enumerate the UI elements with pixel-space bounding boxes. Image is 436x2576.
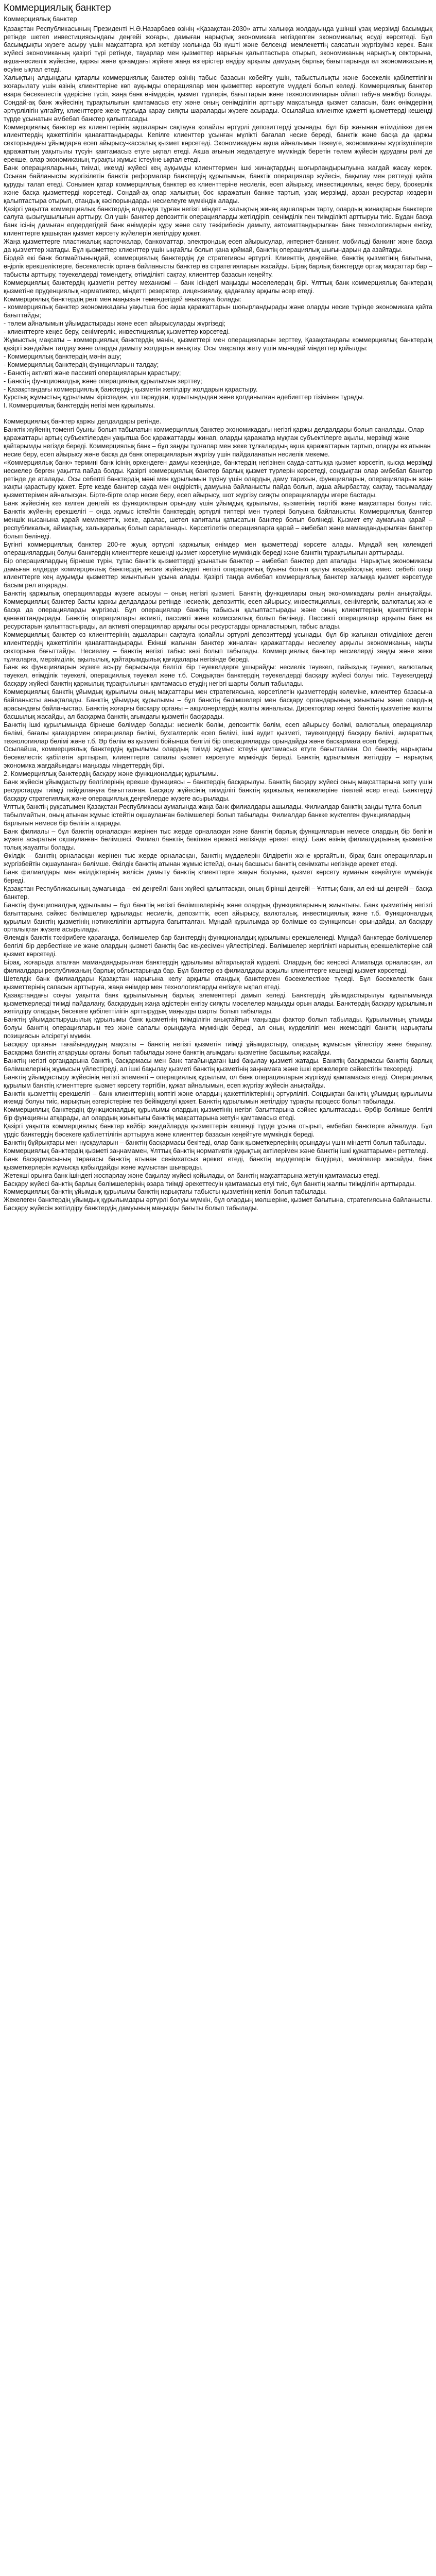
document-title: Коммерциялық банктер <box>4 3 111 13</box>
paragraph: Халықтың алдындағы қатарлы коммерциялық банктер өзінің табыс базасын көбейту үшін, табыстылықты және бәсекелік қабілеттілігін жоғарылату үшін өзінің клиенттеріне көп ауқымды операциялар мен қызметтер көрсетуге мүдделі болып келеді. Коммерциялық банктер өзара бәсекелестік үдерісіне түсіп, жаңа банк өнімдерін, қызмет түрлерін, бағыттарын және технологияларын ойлап табуға мәжбүр болады. Сондай-ақ банк жүйесінің тұрақтылығын қамтамасыз ету және оның сенімділігін арттыру мақсатында қызмет сапасын, банк өнімдерінің әртүрлілігін ұлғайту, клиенттерге жеке тұрғыда қарау сияқты шараларды жүзеге асырады. Осылайша клиентке қажетті қызметтерді кешенді түрде ұсынатын әмбебап банктер қалыптасады. <box>4 74 432 123</box>
paragraph: Әлемдік банктік тәжірибеге қарағанда, бөлімшелер бар банктердің функционалдық құрылымы ерекшеленеді. Мұндай банктерде бөлімшелер белгілі бір дербестікке ие және олардың қызметі банктің бас кеңсесімен үйлестіріледі. Бөлімшелер жергілікті нарықтың ерекшеліктеріне сай қызмет көрсетеді. <box>4 934 432 958</box>
paragraph: Банктің қаржылық операцияларды жүзеге асыруы – оның негізгі қызметі. Банктің функциялары оның экономикадағы рөлін анықтайды. Коммерциялық банктер басты қаржы делдалдары ретінде несиелік, депозиттік, есеп айырысу, инвестициялық, сенімгерлік, валюталық және басқа да операцияларды жүргізеді. Бұл операциялар банктің табысын қалыптастырады және оның клиенттерінің қажеттіліктерін қанағаттандырады. Банктің операциялары активті, пассивті және комиссиялық болып бөлінеді. Пассивті операциялар арқылы банк өз ресурстарын қалыптастырады, ал активті операциялар арқылы осы ресурстарды орналастырып, табыс алады. <box>4 590 432 630</box>
paragraph: Банктің ішкі құрылымында бірнеше бөлімдер болады: несиелік бөлім, депозиттік бөлім, есеп айырысу бөлімі, валюталық операциялар бөлімі, бағалы қағаздармен операциялар бөлімі, бухгалтерлік есеп бөлімі, ішкі аудит қызметі, тәуекелдерді басқару бөлімі, ақпараттық технологиялар бөлімі және т.б. Әр бөлім өз қызметі бойынша белгілі бір операцияларды орындайды және басқармаға есеп береді. <box>4 721 432 745</box>
paragraph: - Коммерциялық банктердің мәнін ашу; <box>4 352 122 360</box>
paragraph: Банк операцияларының тиімді, икемді жүйесі кең ауқымды клиенттермен ішкі жинақтардың шоғырландырылуына жағдай жасау керек. Осыған байланысты жүргізілетін банктік реформалар банктердің құрылымын, банктік операциялар жүйесін, бақылау мен реттеуді қайта құруды талап етеді. Сонымен қатар коммерциялық банктер өз клиенттеріне несиелік, есеп айырысу, инвестициялық, кеңес беру, брокерлік және басқа қызметтерді көрсетеді. Сондай-ақ олар халықтың бос қаражатын банкке тартып, ұзақ мерзімді, арзан ресурстар көздерін қалыптастыра отырып, отандық кәсіпорындарды несиелеуге мүмкіндік алады. <box>4 164 432 205</box>
section-heading: Ұлттық банктің рұқсатымен Қазақстан Республикасы аумағында жаңа банк филиалдары ашылады. Филиалдар банктің заңды тұлға болып табылмайтын, оның атынан жұмыс істейтін оқшауланған бөлімшелері болып табылады. Филиалдар банкке жүктелген функциялардың барлығын немесе бір бөлігін атқарады. <box>4 803 422 827</box>
paragraph: Бір операциялардың бірнеше түрін, тұтас банктік қызметтерді ұсынатын банктер – әмбебап банктер деп аталады. Нарықтық экономикасы дамыған елдерде коммерциялық банктердің несие жүйесіндегі негізгі операциялық буыны болып қалуы кездейсоқтық емес, себебі олар клиенттерге кең ауқымды қызметтер жиынтығын ұсына алады. Қазіргі таңда әмбебап коммерциялық банктер халыққа қызмет көрсетуде басым рөл атқарады. <box>4 557 432 589</box>
paragraph: Басқару органын тағайындаудың мақсаты – банктің негізгі қызметін тиімді ұйымдастыру, олардың жұмысын үйлестіру және бақылау. Басқарма банктің атқарушы органы болып табылады және банктің ағымдағы қызметіне басшылық жасайды. <box>4 1041 432 1057</box>
paragraph: Банктің ұйымдастырушылық құрылымы банк қызметінің тиімділігін анықтайтын маңызды фактор болып табылады. Құрылымның ұтымды болуы банктің операцияларын тез және сапалы орындауға мүмкіндік береді, ал оның күрделілігі мен икемсіздігі банктің нарықтағы позициясын әлсіретуі мүмкін. <box>4 1016 432 1040</box>
paragraph: Шетелдік банк филиалдары Қазақстан нарығына келу арқылы отандық банктермен бәсекелестікке түседі. Бұл бәсекелестік банк қызметтерінің сапасын арттыруға, жаңа өнімдер мен технологияларды енгізуге ықпал етеді. <box>4 975 432 991</box>
paragraph: Банктің негізгі органдарына банктің басқармасы мен банк тағайындаған ішкі бақылау қызметі жатады. Банктің басқармасы банктің барлық бөлімшелерінің жұмысын үйлестіреді, ал ішкі бақылау қызметі банктің қызметінің заңнамаға және ішкі ережелерге сәйкестігін тексереді. <box>4 1057 432 1073</box>
paragraph: Қазақстандағы соңғы уақытта банк құрылымының барлық элементтері дамып келеді. Банктердің ұйымдастырылуы құрылымында қызметкерлерді тиімді пайдалану, басқарудың жаңа әдістерін енгізу сияқты мәселелер маңызды орын алады. Банктердің басқару құрылымын жетілдіру олардың бәсекеге қабілеттілігін арттырудың маңызды шарты болып табылады. <box>4 991 432 1015</box>
paragraph: Курстық жұмыстың құрылымы кіріспеден, үш тараудан, қорытындыдан және қолданылған әдебиеттер тізімінен тұрады. <box>4 394 364 401</box>
paragraph: Коммерциялық банктер өз клиенттерінің ақшаларын сақтауға қолайлы әртүрлі депозиттерді ұсынады, бұл бір жағынан өтімділікке деген клиенттердің қажеттілігін қанағаттандырады. Екінші жағынан банктер жиналған қаражаттарды несиелеу арқылы экономиканың нақты секторына бағыттайды. Несиелеу – банктің негізгі табыс көзі болып табылады. Коммерциялық банктер несиелерді заңды және жеке тұлғаларға, мерзімділік, ақылылық, қайтарымдылық қағидалары негізінде береді. <box>4 631 432 663</box>
paragraph: Қазақстан Республикасының Президенті Н.Ә.Назарбаев өзінің «Қазақстан-2030» атты халыққа жолдауында ұшінші ұзақ мерзімді басымдық ретінде шетел инвестициясындағы деңгейі жоғары, дамыған нарықтық экономикаға негізделген экономикалық өсуді көрсетеді. Бұл басымдықты жүзеге асыру үшін мақсаттарға қол жеткізу жолында біз күшті және белсенді мемлекеттің саясатын жүргізуіміз керек. Банк жүйесі экономиканың қазіргі түрі ретінде, тауарлар мен қызметтер нарығын қалыптастыра отырып, экономиканың нарықтық секторына, ақша-несиелік жүйесіне, қаржы және қоғамдағы жүйеге жаңа өзгерістер ендіру арқылы дамудың барлық бағыттарында ел экономикасының өсуіне ықпал етеді. <box>4 25 432 74</box>
paragraph: - клиенттерге кеңес беру, сенімгерлік, инвестициялық қызметтер көрсетеді. <box>4 328 230 336</box>
paragraph: Жұмыстың мақсаты – коммерциялық банктердің мәнін, қызметтері мен операцияларын зерттеу, Қазақстандағы коммерциялық банктердің қазіргі жағдайын талдау және оларды дамыту жолдарын анықтау. Осы мақсатқа жету үшін мынадай міндеттер қойылды: <box>4 336 432 352</box>
paragraph: Қазіргі уақытта коммерциялық банктер кейбір жағдайларда қызметтерін кешенді түрде ұсына отырып, әмбебап банктерге айналуда. Бұл үрдіс банктердің бәсекеге қабілеттілігін арттыруға және клиенттер базасын кеңейтуге мүмкіндік береді. <box>4 1123 432 1139</box>
paragraph: - Қазақстандағы коммерциялық банктердің қызметін жетілдіру жолдарын қарастыру. <box>4 385 258 393</box>
section-heading: Коммерциялық банктер қаржы делдалдары ретінде. <box>4 418 162 426</box>
paragraph: Қазақстан Республикасының аумағында – екі деңгейлі банк жүйесі қалыптасқан, оның бірінші деңгейі – Ұлттық банк, ал екінші деңгейі – басқа банктер. <box>4 885 432 901</box>
paragraph: Өкілдік – банктің орналасқан жерінен тыс жерде орналасқан, банктің мүдделерін білдіретін және қорғайтын, бірақ банк операцияларын жүргізбейтін оқшауланған бөлімше. Өкілдік банктің атынан жұмыс істейді, оның басшысы банктің сенімхаты негізінде әрекет етеді. <box>4 852 432 868</box>
document-body <box>4 25 432 1213</box>
paragraph: Жекелеген банктердің ұйымдық құрылымдары әртүрлі болуы мүмкін, бұл олардың мөлшеріне, қызмет бағытына, стратегиясына байланысты. <box>4 1196 432 1204</box>
paragraph: Жаңа қызметтерге пластикалық карточкалар, банкоматтар, электрондық есеп айырысулар, интернет-банкинг, мобильді банкинг және басқа да қызметтер жатады. Бұл қызметтер клиенттер үшін ыңғайлы болып қана қоймай, банктің операциялық шығындарын да азайтады. <box>4 238 432 254</box>
paragraph: Басқару жүйесі банктің барлық бөлімшелерінің өзара тиімді әрекеттесуін қамтамасыз етуі тиіс, бұл банктің жалпы тиімділігін арттырады. <box>4 1180 416 1188</box>
paragraph: - Коммерциялық банктердің функцияларын талдау; <box>4 361 159 368</box>
paragraph: Банк филиалдары мен өкілдіктерінің желісін дамыту банктің клиенттерге жақын болуына, қызмет көрсету аумағын кеңейтуге мүмкіндік береді. <box>4 869 432 884</box>
paragraph: Коммерциялық банктердің қызметі заңнамамен, Ұлттық банктің нормативтік құқықтық актілерімен және банктің ішкі құжаттарымен реттеледі. <box>4 1147 429 1155</box>
paragraph: Банктік қызметтің ерекшелігі – банк клиенттерінің көптігі және олардың қажеттіліктерінің әртүрлілігі. Сондықтан банктің ұйымдық құрылымы икемді болуы тиіс, нарықтың өзгерістеріне тез бейімделуі қажет. Банктің құрылымын жетілдіру тұрақты процесс болып табылады. <box>4 1090 432 1106</box>
paragraph: Банктің функционалдық құрылымы – бұл банктің негізгі бөлімшелерінің және олардың функцияларының жиынтығы. Банк қызметінің негізгі бағыттарына сәйкес бөлімшелер құрылады: несиелік, депозиттік, есеп айырысу, валюталық, инвестициялық және т.б. Функционалдық құрылым банктің қызметінің нәтижелілігін арттыруға бағытталған. Мұндай құрылымда әр бөлімше өз функциясын орындайды, ал басқару орталықтан жүзеге асырылады. <box>4 901 432 934</box>
paragraph: - Банктің активті және пассивті операцияларын қарастыру; <box>4 369 181 377</box>
section-heading: Банктік жүйенің төменгі буыны болып табылатын коммерциялық банктер экономикадағы негізгі қаржы делдалдары болып саналады. Олар қаражаттары артық субъектілерден уақытша бос қаражаттарды жинап, оларды қаражатқа мұқтаж субъектілерге ақылы, мерзімді және қайтарымды негізде береді. Коммерциялық банк – бұл заңды тұлғалар мен жеке тұлғалардың ақша қаражаттарын тартып, оларды өз атынан несие беру, есеп айырысу және басқа да банк операцияларын жүргізу үшін пайдаланатын несиелік мекеме. <box>4 426 431 458</box>
paragraph: Бірдей екі банк болмайтынындай, коммерциялық банктердің де стратегиясы әртүрлі. Клиенттің деңгейіне, банктің қызметінің бағытына, өңірлік ерекшеліктерге, бәсекелестік ортаға байланысты банктер өз стратегияларын жасайды. Бірақ барлық банктерде ортақ мақсаттар бар – табысты арттыру, тәуекелдерді төмендету, өтімділікті сақтау, клиенттер базасын кеңейту. <box>4 255 432 278</box>
paragraph: - төлем айналымын ұйымдастырады және есеп айырысуларды жүргізеді; <box>4 320 226 328</box>
paragraph: Қазіргі уақытта коммерциялық банктердің алдында тұрған негізгі міндет – халықтың жинақ ақшаларын тарту, олардың жинақтарын банктерге салуға қызығушылығын арттыру. Ол үшін банктер депозиттік операцияларды жетілдіріп, сенімділік пен тиімділікті арттыруы тиіс. Бұдан басқа банк ісінің дамыған елдердегідей банк өнімдерін құру және сату тәжірибесін дамыту, автоматтандырылған банк технологияларын енгізу, клиенттерге қашықтан қызмет көрсету жүйелерін жетілдіру қажет. <box>4 205 432 238</box>
paragraph: - Банктің функционалдық және операциялық құрылымын зерттеу; <box>4 377 202 385</box>
paragraph: Жетекші орынға банк ішіндегі жоспарлау және бақылау жүйесі қойылады, ол банктің мақсаттарына жетуін қамтамасыз етеді. <box>4 1172 380 1179</box>
paragraph: Банк филиалы – бұл банктің орналасқан жерінен тыс жерде орналасқан және банктің барлық функцияларын немесе олардың бір бөлігін жүзеге асыратын оқшауланған бөлімшесі. Филиал банктің бекіткен ережесі негізінде әрекет етеді. Банк өзінің филиалдарының қызметіне толық жауапты болады. <box>4 827 432 852</box>
paragraph: Осылайша, коммерциялық банктердің құрылымы олардың тиімді жұмыс істеуін қамтамасыз етуге бағытталған. Ол банктің нарықтағы бәсекелестік қабілетін арттырып, клиенттерге сапалы қызмет көрсетуге мүмкіндік береді. Банктің құрылымын жетілдіру – нарықтық экономика жағдайындағы маңызды міндеттердің бірі. <box>4 745 432 770</box>
paragraph: Банк жүйесін ұйымдастыру белгілерінің ерекше функциясы – банктердің басқарылуы. Банктің басқару жүйесі оның мақсаттарына жету үшін ресурстарды тиімді пайдалануға бағытталған. Басқару жүйесінің тиімділігі банктің қаржылық нәтижелеріне тікелей әсер етеді. Банктерді басқару стратегиялық және операциялық деңгейлерде жүзеге асырылады. <box>4 778 432 802</box>
paragraph: Коммерциялық банктің ұйымдық құрылымы банктің нарықтағы табысты қызметінің кепілі болып табылады. <box>4 1188 327 1196</box>
document-page <box>0 0 436 1217</box>
paragraph: Коммерциялық банктердің рөлі мен маңызын төмендегідей анықтауға болады: <box>4 295 241 303</box>
paragraph: 2. Коммерциялық банктердің басқару және функционалдық құрылымы. <box>4 770 219 778</box>
paragraph: Басқару жүйесін жетілдіру банктердің дамуының маңызды бағыты болып табылады. <box>4 1205 258 1212</box>
paragraph: Коммерциялық банктер өз клиенттерінің ақшаларын сақтауға қолайлы әртүрлі депозиттерді ұсынады, бұл бір жағынан өтімділікке деген клиенттердің қажеттілігін қанағаттандырады. Кепілге клиенттер ұсынған мүлікті бағалап несие береді, банктік және басқа да қаржы секторындағы ұйымдарға есеп айырысу-кассалық қызмет көрсетеді. Экономикадағы ақша айналымын тежеуге, экономиканы жүргізушілерге қаражаттың уақытылы түсуін қамтамасыз етуге ықпал етеді. Ақша ағынын жеделдетуге мүмкіндік беретін төлем жүйесін құрудағы рөлі де ерекше, олар экономиканың тұрақты жұмыс істеуіне ықпал етеді. <box>4 123 432 164</box>
paragraph: Коммерциялық банктің ұйымдық құрылымы оның мақсаттары мен стратегиясына, көрсетілетін қызметтердің көлеміне, клиенттер базасына байланысты анықталады. Банктің ұйымдық құрылымы – бұл банктің бөлімшелері мен басқару органдарының жиынтығы және олардың арасындағы байланыстар. Банктің жоғарғы басқару органы – акционерлердің жалпы жиналысы. Директорлар кеңесі банктің қызметіне жалпы басшылық жасайды, ал басқарма банктің ағымдағы қызметін басқарады. <box>4 688 432 720</box>
paragraph: Коммерциялық банктердің қызметін реттеу механизмі – банк ісіндегі маңызды мәселелердің бірі. Ұлттық банк коммерциялық банктердің қызметіне пруденциялық нормативтер, міндетті резервтер, лицензиялау, қадағалау арқылы әсер етеді. <box>4 279 432 295</box>
paragraph: Бірақ, жоғарыда аталған мамандандырылған банктердің құрылымы айтарлықтай күрделі. Олардың бас кеңсесі Алматыда орналасқан, ал филиалдары республиканың барлық облыстарында бар. Бұл банктер өз филиалдары арқылы клиенттерге кешенді қызмет көрсетеді. <box>4 959 432 974</box>
paragraph: «Коммерциялық банк» термині банк ісінің өркендеген дамуы кезеңінде, банктердің негізінен сауда-саттыққа қызмет көрсетіп, қысқа мерзімді несиелер берген уақытта пайда болды. Қазіргі коммерциялық банктер барлық қызмет түрлерін көрсетеді, сондықтан олар әмбебап банктер ретінде де аталады. Осы себепті банктердің мәні мен құрылымын түсіну үшін олардың даму тарихын, функцияларын, операцияларын жан-жақты қарастыру қажет. Ерте кезде банктер сауда мен өндірістің дамуына байланысты пайда болып, ақша айырбастау, сақтау, тасымалдау қызметтерімен айналысқан. Бірте-бірте олар несие беру, есеп айырысу, шот жүргізу сияқты операцияларды игере бастады. <box>4 459 432 499</box>
paragraph: - коммерциялық банктер экономикадағы уақытша бос ақша қаражаттарын шоғырландырады және оларды несие түрінде экономикаға қайта бағыттайды; <box>4 303 432 319</box>
paragraph: Банк басқармасының төрағасы банктің атынан сенімхатсыз әрекет етеді, банктің мүдделерін білдіреді, мәмілелер жасайды, банк қызметкерлерін жұмысқа қабылдайды және жұмыстан шығарады. <box>4 1155 432 1171</box>
paragraph: I. Коммерциялық банктердің негізі мен құрылымы. <box>4 402 155 410</box>
document-subtitle: Коммерциялық банктер <box>4 14 77 23</box>
paragraph: Банк өз функцияларын жүзеге асыру барысында белгілі бір тәуекелдерге ұшырайды: несиелік тәуекел, пайыздық тәуекел, валюталық тәуекел, өтімділік тәуекелі, операциялық тәуекел және т.б. Сондықтан банктердің тәуекелдерді басқару жүйесі болуы тиіс. Тәуекелдерді басқару жүйесі банктің қаржылық тұрақтылығын қамтамасыз етудің негізгі шарты болып табылады. <box>4 664 432 688</box>
paragraph: Банктің бұйрықтары мен нұсқауларын – банктің басқармасы бекітеді, олар банк қызметкерлерінің орындауы үшін міндетті болып табылады. <box>4 1139 427 1146</box>
paragraph: Коммерциялық банктердің функционалдық құрылымы олардың қызметінің негізгі бағыттарына сәйкес қалыптасады. Әрбір бөлімше белгілі бір функцияны атқарады, ал олардың жиынтығы банктің мақсаттарына жетуін қамтамасыз етеді. <box>4 1106 432 1122</box>
paragraph: Бүгінгі коммерциялық банктер 200-ге жуық әртүрлі қаржылық өнімдер мен қызметтерді көрсете алады. Мұндай кең көлемдегі операциялардың болуы банктердің клиенттерге кешенді қызмет көрсетуіне мүмкіндік береді және банктің тұрақтылығын арттырады. <box>4 540 432 556</box>
paragraph: Банк жүйесінің кез келген деңгейі өз функцияларын орындау үшін ұйымдық құрылымы, қызметінің тәртібі және мақсаттары болуы тиіс. Банктік жүйенің ерекшелігі – онда жұмыс істейтін банктердің әртүрлі типтері мен түрлері болуына байланысты. Коммерциялық банктер меншік нысанына қарай мемлекеттік, жеке, аралас, шетел капиталы қатысатын банктер болып бөлінеді. Қызмет ету аумағына қарай – республикалық, аймақтық, халықаралық болып сараланады. Көрсетілетін операцияларға қарай – әмбебап және мамандандырылған банктер болып бөлінеді. <box>4 500 432 540</box>
paragraph: Банктің ұйымдастыру жүйесінің негізгі элементі – операциялық құрылым, ол банк операцияларын жүргізуді қамтамасыз етеді. Операциялық құрылым банктің клиенттерге қызмет көрсету тәртібін, құжат айналымын, есеп жүргізу жүйесін анықтайды. <box>4 1073 432 1089</box>
